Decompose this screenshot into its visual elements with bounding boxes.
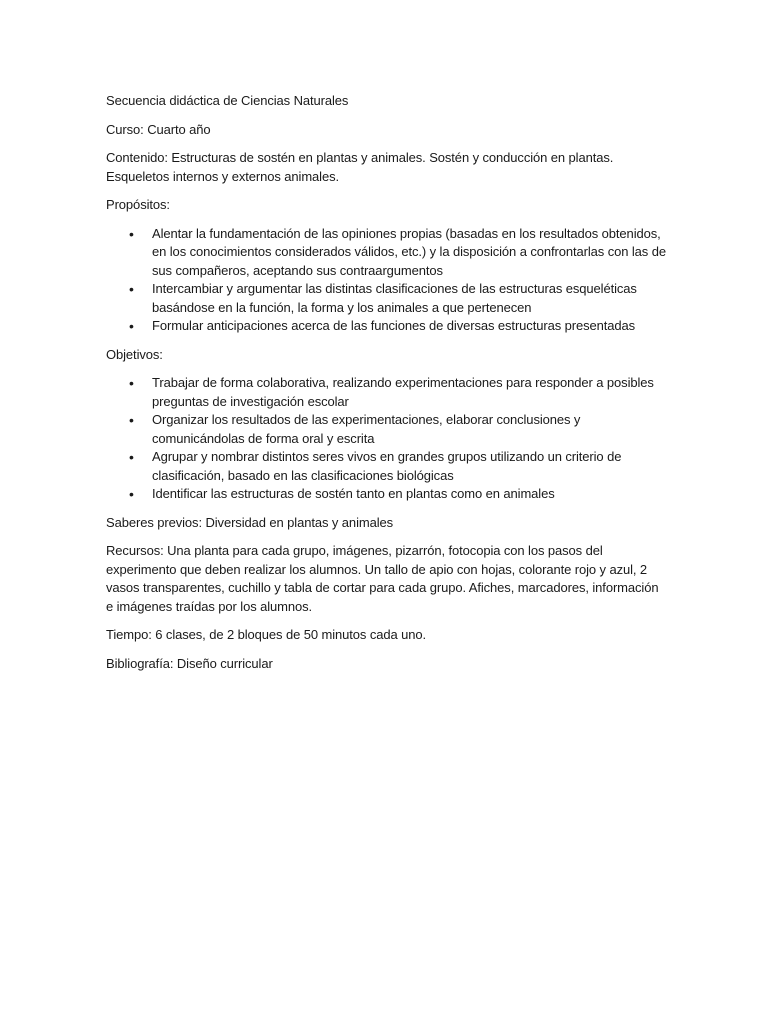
contenido-paragraph: Contenido: Estructuras de sostén en plantas y animales. Sostén y conducción en plantas. Esqueletos internos y externos animales. bbox=[106, 150, 614, 184]
propositos-heading: Propósitos: bbox=[106, 197, 170, 212]
objetivos-list bbox=[106, 374, 666, 504]
list-item: • Formular anticipaciones acerca de las funciones de diversas estructuras presentadas bbox=[106, 317, 666, 336]
document-title: Secuencia didáctica de Ciencias Naturales bbox=[106, 93, 349, 108]
bibliografia-line: Bibliografía: Diseño curricular bbox=[106, 655, 273, 671]
saberes-previos-line: Saberes previos: Diversidad en plantas y animales bbox=[106, 514, 394, 530]
document-body bbox=[106, 92, 666, 683]
list-item: • Trabajar de forma colaborativa, realizando experimentaciones para responder a posibles preguntas de investigación escolar bbox=[106, 374, 666, 411]
list-item: • Alentar la fundamentación de las opiniones propias (basadas en los resultados obtenidos, en los conocimientos considerados válidos, etc.) y la disposición a confrontarlas con las de sus compañeros, aceptando sus contraargumentos bbox=[106, 225, 666, 281]
tiempo-line: Tiempo: 6 clases, de 2 bloques de 50 minutos cada uno. bbox=[106, 627, 427, 642]
list-item: • Intercambiar y argumentar las distintas clasificaciones de las estructuras esqueléticas basándose en la función, la forma y los animales a que pertenecen bbox=[106, 280, 666, 317]
list-item: • Organizar los resultados de las experimentaciones, elaborar conclusiones y comunicándolas de forma oral y escrita bbox=[106, 411, 666, 448]
list-item: • Identificar las estructuras de sostén tanto en plantas como en animales bbox=[106, 485, 666, 504]
objetivos-heading: Objetivos: bbox=[106, 346, 163, 362]
curso-line: Curso: Cuarto año bbox=[106, 121, 211, 137]
recursos-paragraph: Recursos: Una planta para cada grupo, imágenes, pizarrón, fotocopia con los pasos del experimento que deben realizar los alumnos. Un tallo de apio con hojas, colorante rojo y azul, 2 vasos transparentes, cuchillo y tabla de cortar para cada grupo. Afiches, marcadores, información e imágenes traídas por los alumnos. bbox=[106, 543, 659, 614]
list-item: • Agrupar y nombrar distintos seres vivos en grandes grupos utilizando un criterio de clasificación, basado en las clasificaciones biológicas bbox=[106, 448, 666, 485]
propositos-list bbox=[106, 225, 666, 336]
